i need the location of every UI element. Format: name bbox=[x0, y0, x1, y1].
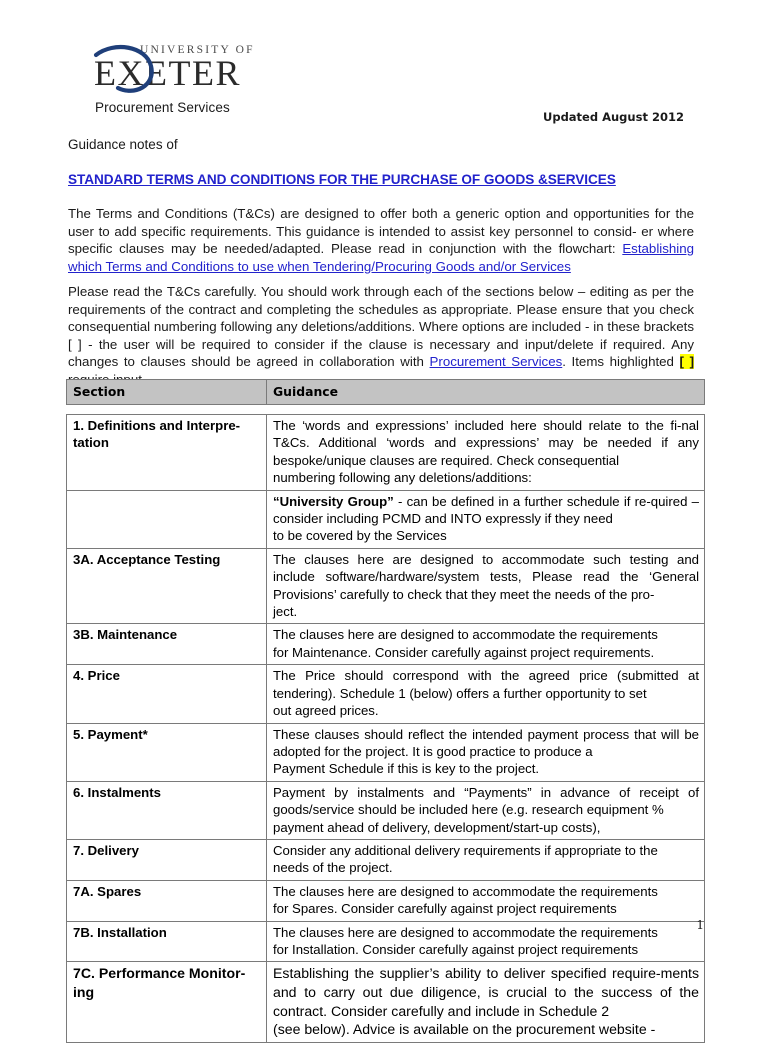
section-line-2: ing bbox=[73, 983, 95, 1000]
row-guidance-cell bbox=[267, 665, 705, 723]
table-row bbox=[67, 962, 705, 1042]
table-header-row bbox=[67, 380, 705, 405]
guidance-body: Consider any additional delivery requirements if appropriate to the bbox=[273, 842, 658, 858]
guidance-body: Payment by instalments and “Payments” in advance of receipt of goods/service should be included here (e.g. research equipment % bbox=[273, 784, 699, 818]
row-section-cell bbox=[67, 490, 267, 548]
row-guidance-cell bbox=[267, 781, 705, 839]
row-section-cell: 6. Instalments bbox=[67, 781, 267, 839]
table-row bbox=[67, 548, 705, 624]
guidance-last-line: needs of the project. bbox=[273, 860, 393, 876]
row-guidance-cell bbox=[267, 415, 705, 491]
instructions-paragraph bbox=[68, 283, 694, 389]
logo-university-of-text: UNIVERSITY OF bbox=[140, 44, 255, 56]
guidance-last-line: Payment Schedule if this is key to the project. bbox=[273, 761, 540, 777]
guidance-body: The clauses here are designed to accommodate the requirements bbox=[273, 627, 658, 643]
guidance-table bbox=[66, 414, 705, 1043]
guidance-last-line: payment ahead of delivery, development/start-up costs), bbox=[273, 819, 601, 835]
guidance-last-line: for Installation. Consider carefully against project requirements bbox=[273, 941, 639, 957]
table-row bbox=[67, 880, 705, 921]
department-name: Procurement Services bbox=[95, 100, 230, 115]
guidance-last-line: ject. bbox=[273, 604, 298, 620]
flowchart-link[interactable]: Establishing which Terms and Conditions to use when Tendering/Procuring Goods and/or Services bbox=[68, 241, 695, 274]
guidance-last-line: for Spares. Consider carefully against project requirements bbox=[273, 901, 617, 917]
row-section-cell: 7. Delivery bbox=[67, 839, 267, 880]
logo-svg bbox=[88, 38, 288, 100]
column-header-section: Section bbox=[67, 380, 267, 405]
table-row bbox=[67, 624, 705, 665]
highlight-brackets: [ ] bbox=[679, 354, 694, 370]
page-number: 1 bbox=[696, 918, 704, 932]
row-guidance-cell bbox=[267, 723, 705, 781]
table-row bbox=[67, 665, 705, 723]
row-section-cell: 7A. Spares bbox=[67, 880, 267, 921]
guidance-body: The clauses here are designed to accommodate the requirements bbox=[273, 924, 658, 940]
table-row bbox=[67, 781, 705, 839]
logo-exeter-text: EXETER bbox=[94, 53, 241, 93]
guidance-last-line: numbering following any deletions/additions: bbox=[273, 470, 532, 486]
intro-line-2: the user to add specific requirements. This guidance is intended to assist key personnel to consid- bbox=[68, 206, 694, 239]
guidance-body: The Price should correspond with the agreed price (submitted at tendering). Schedule 1 (below) offers a further opportunity to set bbox=[273, 668, 699, 701]
guidance-notes-label: Guidance notes of bbox=[68, 137, 178, 152]
instructions-text-before: Please read the T&Cs carefully. You should work through each of the sections below – editing as per the requirements of the contract and completing the schedules as appropriate. Please ensure that you check consequential numbering following any deletions/additions. Where options are included - in these brackets [ ] - the user will be required to consider if the clause is necessary and input/delete if required. Any changes to clauses should be agreed in collaboration with bbox=[68, 284, 694, 370]
row-section-cell bbox=[67, 962, 267, 1042]
guidance-table-header bbox=[66, 379, 705, 405]
main-title-link[interactable]: STANDARD TERMS AND CONDITIONS FOR THE PURCHASE OF GOODS &SERVICES bbox=[68, 172, 616, 187]
university-of-exeter-logo bbox=[88, 38, 288, 100]
guidance-last-line: to be covered by the Services bbox=[273, 528, 447, 544]
row-guidance-cell bbox=[267, 839, 705, 880]
table-row bbox=[67, 490, 705, 548]
updated-date: Updated August 2012 bbox=[543, 110, 684, 124]
section-line-1: 7C. Performance Monitor- bbox=[73, 965, 246, 982]
table-row bbox=[67, 723, 705, 781]
row-section-cell: 5. Payment* bbox=[67, 723, 267, 781]
table-row bbox=[67, 415, 705, 491]
section-line-2: tation bbox=[73, 435, 109, 451]
row-section-cell: 3B. Maintenance bbox=[67, 624, 267, 665]
table-row bbox=[67, 839, 705, 880]
row-section-cell: 7B. Installation bbox=[67, 921, 267, 962]
guidance-body: The clauses here are designed to accommodate the requirements bbox=[273, 883, 658, 899]
guidance-body: The ‘words and expressions’ included here should relate to the fi-nal T&Cs. Additional ‘words and expressions’ may be needed if any bespoke/unique clauses are required. Check consequential bbox=[273, 418, 699, 468]
intro-line-1: The Terms and Conditions (T&Cs) are designed to offer both a generic option and opportunities for bbox=[68, 206, 671, 221]
intro-line-3: er where specific clauses may be needed/adapted. Please read in conjunction with the flowchart: bbox=[68, 223, 695, 257]
guidance-last-line: out agreed prices. bbox=[273, 703, 379, 719]
guidance-bold-term: “University Group” bbox=[273, 493, 394, 509]
column-header-guidance: Guidance bbox=[267, 380, 705, 405]
guidance-body: Establishing the supplier’s ability to deliver specified require-ments and to carry out due diligence, is crucial to the success of the contract. Consider carefully and include in Schedule 2 bbox=[273, 965, 699, 1019]
procurement-services-link[interactable]: Procurement Services bbox=[429, 354, 563, 370]
row-guidance-cell bbox=[267, 548, 705, 624]
row-guidance-cell bbox=[267, 490, 705, 548]
row-guidance-cell bbox=[267, 880, 705, 921]
row-section-cell: 3A. Acceptance Testing bbox=[67, 548, 267, 624]
guidance-body: These clauses should reflect the intended payment process that will be adopted for the project. It is good practice to produce a bbox=[273, 726, 699, 759]
intro-paragraph bbox=[68, 205, 694, 275]
row-section-cell bbox=[67, 415, 267, 491]
guidance-body: - can be defined in a further schedule if re-quired – consider including PCMD and INTO expressly if they need bbox=[273, 493, 699, 527]
row-section-cell: 4. Price bbox=[67, 665, 267, 723]
instructions-text-after: . Items highlighted bbox=[562, 354, 680, 370]
guidance-body: The clauses here are designed to accommodate such testing and include software/hardware/system tests, Please read the ‘General Provisions’ carefully to check that they meet the needs of the pro- bbox=[273, 551, 699, 602]
row-guidance-cell bbox=[267, 962, 705, 1042]
guidance-last-line: for Maintenance. Consider carefully against project requirements. bbox=[273, 644, 655, 660]
section-line-1: 1. Definitions and Interpre- bbox=[73, 418, 241, 433]
row-guidance-cell bbox=[267, 624, 705, 665]
guidance-last-line: (see below). Advice is available on the procurement website - bbox=[273, 1021, 656, 1038]
